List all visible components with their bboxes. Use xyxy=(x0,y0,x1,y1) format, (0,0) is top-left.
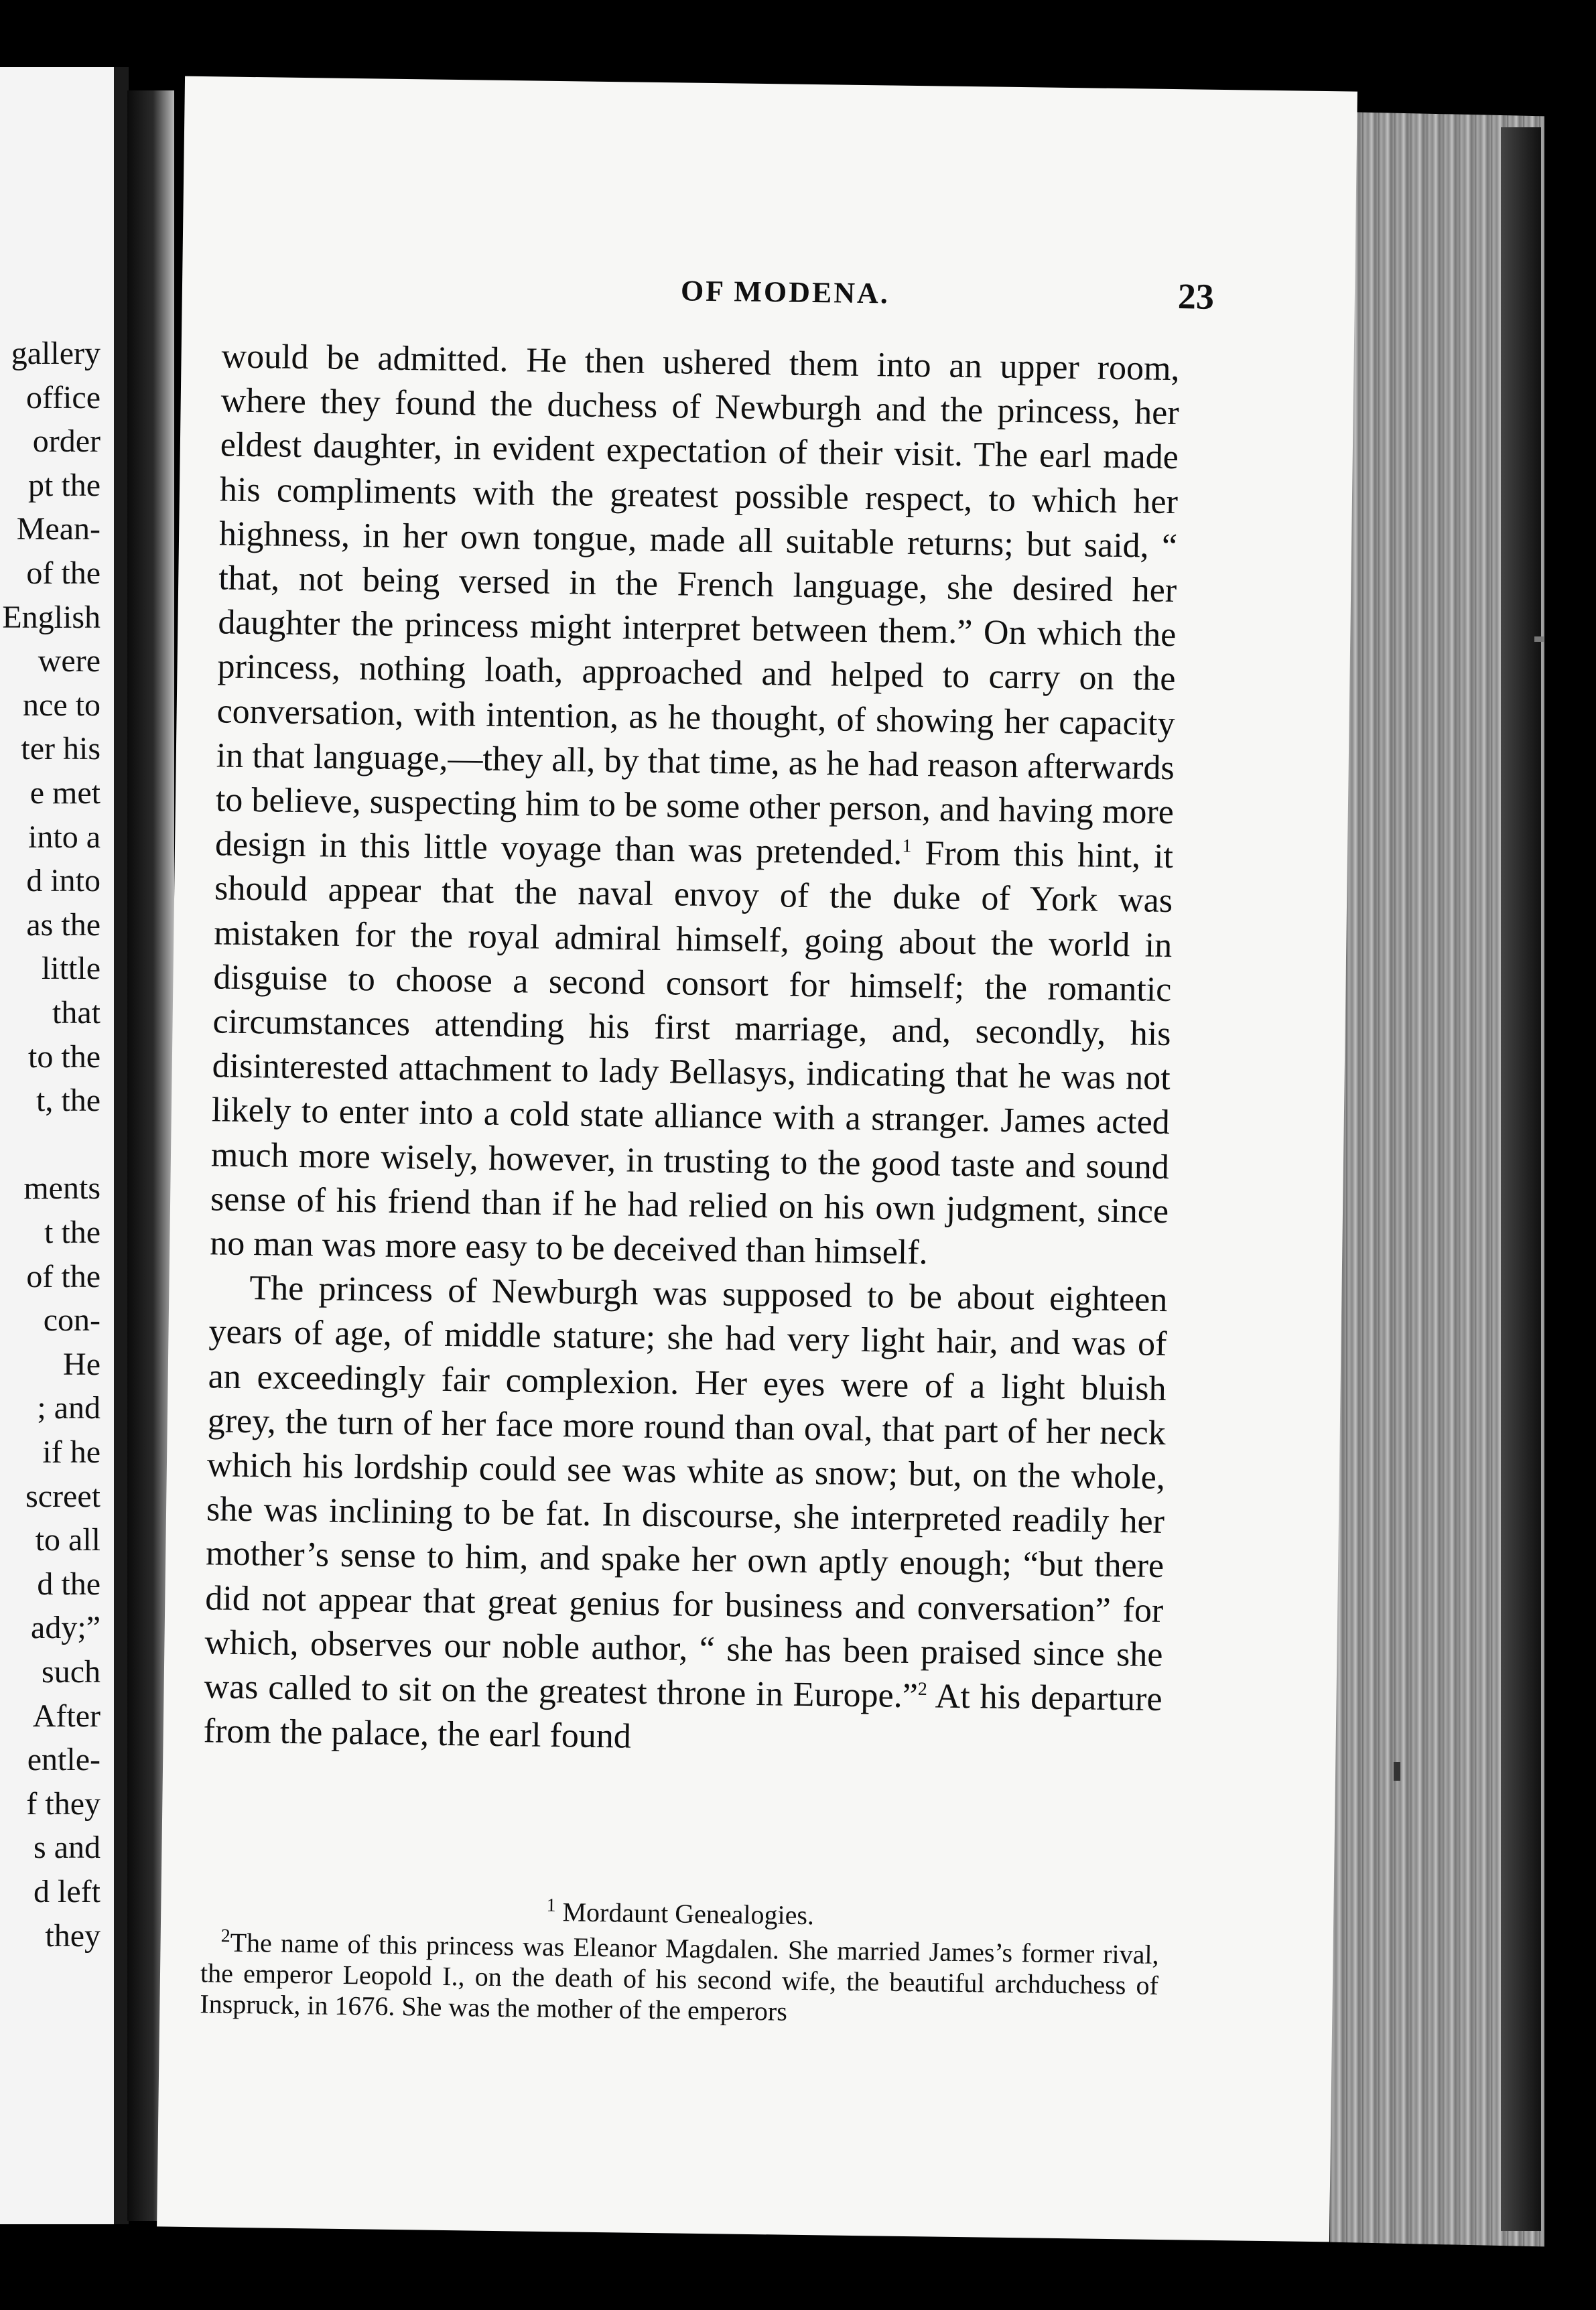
left-page-line-fragment: f they xyxy=(26,1785,101,1822)
paragraph-2-text: The princess of Newburgh was supposed to be about eighteen years of age, of middle stature; she had very light hair, and was of an exceedingly fair complexion. Her eyes were of a light bluish grey, the turn of her face more round than oval, that part of her neck which his lordship could see was white as snow; but, on the whole, she was inclining to be fat. In discourse, she interpreted readily her mother’s sense to him, and spake her own aptly enough; “but there did not appear that great genius for business and conversation” for which, observes our noble author, “ she has been praised since she was called to sit on the greatest throne in Europe.” xyxy=(204,1269,1168,1716)
left-page-line-fragment: entle- xyxy=(27,1742,101,1778)
left-page-line-fragment: Mean- xyxy=(16,511,101,547)
footnote-2-text: The name of this princess was Eleanor Magdalen. She married James’s former rival, the emperor Leopold I., on the death of his second wife, the beautiful archduchess of Inspruck, in 1676. She was the mother of the emperors xyxy=(200,1927,1159,2027)
paragraph-1-text: would be admitted. He then ushered them into an upper room, where they found the duchess of Newburgh and the princess, her eldest daughter, in evident expectation of their visit. The earl made his compliments with the greatest possible respect, to which her highness, in her own tongue, made all suitable returns; but said, “ that, not being versed in the French language, she desired her daughter the princess might interpret between them.” On which the princess, nothing loath, approached and helped to carry on the conversation, with intention, as he thought, of showing her capacity in that language,—they all, by that time, as he had reason afterwards to believe, suspecting him to be some other person, and having more design in this little voyage than was pretended. xyxy=(214,337,1180,873)
left-page-line-fragment: they xyxy=(45,1917,101,1954)
left-page-line-fragment: He xyxy=(63,1346,101,1382)
page-edge-shadow xyxy=(1501,127,1541,2231)
left-facing-page xyxy=(0,67,129,2224)
left-page-line-fragment: pt the xyxy=(28,467,101,503)
left-page-line-fragment: were xyxy=(38,643,101,679)
left-page-line-fragment: screet xyxy=(25,1478,101,1514)
left-page-line-fragment: such xyxy=(42,1654,101,1690)
left-page-line-fragment: if he xyxy=(42,1434,101,1470)
page-number: 23 xyxy=(1177,276,1215,317)
body-text xyxy=(203,334,1180,1766)
left-page-line-fragment: ; and xyxy=(37,1390,101,1426)
scan-speck xyxy=(1534,636,1544,642)
left-page-line-fragment: of the xyxy=(26,555,101,591)
left-page-line-fragment: to the xyxy=(28,1038,101,1075)
left-page-line-fragment: d the xyxy=(37,1566,101,1602)
left-page-line-fragment: office xyxy=(25,379,101,415)
left-page-line-fragment: ments xyxy=(23,1170,101,1207)
footnote-2-marker: 2 xyxy=(220,1925,230,1947)
left-page-line-fragment: con- xyxy=(43,1302,101,1339)
main-page xyxy=(157,76,1357,2242)
left-page-line-fragment: After xyxy=(32,1698,101,1734)
left-page-line-fragment: that xyxy=(52,995,101,1030)
paragraph-2-continuation: At his departure from the palace, the earl found xyxy=(203,1677,1162,1756)
footnote-2 xyxy=(200,1927,1159,2032)
footnotes xyxy=(200,1892,1159,2032)
left-page-line-fragment: gallery xyxy=(11,336,101,371)
left-page-line-fragment: to all xyxy=(35,1522,101,1558)
left-page-line-fragment: s and xyxy=(34,1830,101,1866)
footnote-1-text: Mordaunt Genealogies. xyxy=(555,1897,815,1931)
left-page-line-fragment: nce to xyxy=(23,687,101,723)
footnote-ref-2: 2 xyxy=(917,1678,928,1700)
left-page-line-fragment: t, the xyxy=(36,1083,101,1119)
left-page-line-fragment: d left xyxy=(34,1874,101,1909)
scan-smudge xyxy=(1394,1762,1400,1781)
left-page-line-fragment: little xyxy=(42,951,101,987)
footnote-ref-1: 1 xyxy=(902,835,912,857)
left-page-line-fragment: ady;” xyxy=(31,1610,101,1646)
paragraph-2 xyxy=(203,1266,1167,1767)
footnote-1-marker: 1 xyxy=(546,1895,556,1916)
paragraph-1 xyxy=(210,334,1180,1278)
left-page-line-fragment: d into xyxy=(26,863,101,899)
paragraph-1-continuation: From this hint, it should appear that the naval envoy of the duke of York was mistaken for the royal admiral himself, going about the world in disguise to choose a second consort for himself; the romantic circumstances attending his first marriage, and, secondly, his disinterested attachment to lady Bellasys, indicating that he was not likely to enter into a cold state alliance with a stranger. James acted much more wisely, however, in trusting to the good taste and sound sense of his friend than if he had relied on his own judgment, since no man was more easy to be deceived than himself. xyxy=(209,834,1174,1272)
left-page-line-fragment: ter his xyxy=(21,731,101,767)
left-page-line-fragment: e met xyxy=(29,775,101,811)
left-page-line-fragment: into a xyxy=(28,819,101,855)
running-head: OF MODENA. xyxy=(680,274,890,310)
left-page-line-fragment: order xyxy=(32,423,101,460)
left-page-line-fragment: of the xyxy=(26,1258,101,1294)
left-page-line-fragment: as the xyxy=(26,906,101,943)
left-page-line-fragment: t the xyxy=(44,1215,101,1250)
left-page-line-fragment: English xyxy=(2,599,101,635)
